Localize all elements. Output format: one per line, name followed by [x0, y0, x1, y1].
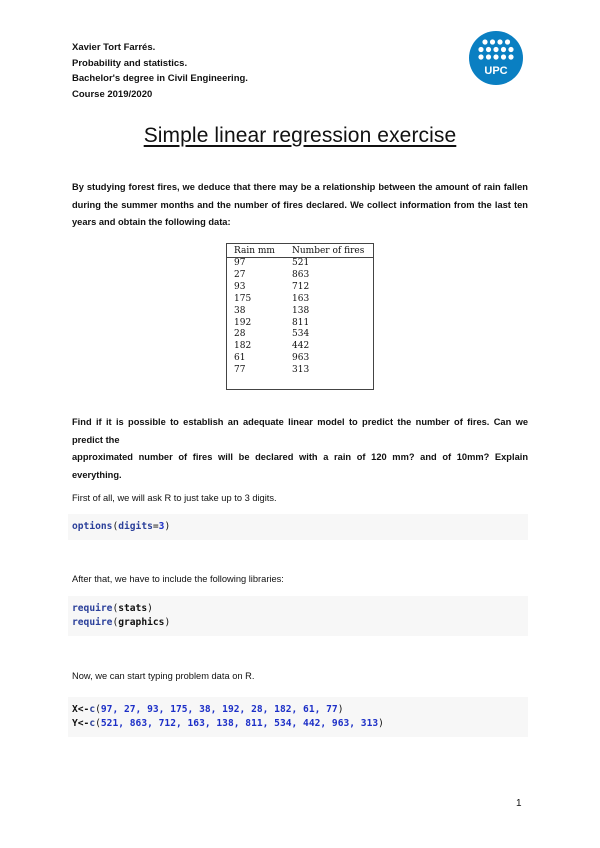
logo-text: UPC [484, 65, 508, 77]
code-eq: = [152, 521, 159, 532]
table-row [227, 282, 373, 294]
code-y-values: 521, 863, 712, 163, 138, 811, 534, 442, 963, 313 [100, 718, 379, 729]
intro-paragraph: By studying forest fires, we deduce that there may be a relationship between the amount of rain fallen during the summer months and the number of fires declared. We collect information from the last ten years and obtain the following data: [72, 182, 528, 227]
fires-cell: 811 [292, 317, 310, 328]
code-c-fn: c [89, 718, 96, 729]
course-line: Course 2019/2020 [72, 88, 153, 100]
question-line-1: Find if it is possible to establish an adequate linear model to predict the number of fires. Can we predict the [72, 417, 528, 445]
author-line: Xavier Tort Farrés. [72, 42, 156, 53]
fires-cell: 313 [292, 365, 310, 376]
data-table [226, 243, 374, 390]
upc-logo [468, 30, 524, 86]
code-c-fn: c [89, 704, 96, 715]
page-title: Simple linear regression exercise [143, 124, 457, 147]
rain-cell: 28 [234, 329, 246, 340]
code-fn: options [72, 521, 113, 532]
fires-cell: 442 [292, 341, 310, 352]
data-text: Now, we can start typing problem data on R. [72, 671, 255, 681]
libraries-text: After that, we have to include the following libraries: [72, 574, 284, 584]
rain-cell: 61 [234, 353, 246, 364]
table-row [227, 365, 373, 377]
rain-cell: 97 [234, 258, 246, 268]
code-arg: digits [118, 521, 153, 532]
code-block-libraries: require(stats) require(graphics) [68, 596, 528, 636]
code-arg: stats [118, 603, 148, 614]
fires-cell: 521 [292, 258, 310, 268]
code-x-values: 97, 27, 93, 175, 38, 192, 28, 182, 61, 77 [100, 704, 338, 715]
code-fn: require [72, 603, 113, 614]
fires-cell: 163 [292, 293, 310, 304]
table-row [227, 294, 373, 306]
question-line-2: approximated number of fires will be declared with a rain of 120 mm? and of 10mm? Explain everything. [72, 452, 528, 480]
code-val: 3 [158, 521, 165, 532]
header-rain: Rain mm [227, 244, 286, 258]
table-row [227, 353, 373, 365]
code-block-data: X<-c(97, 27, 93, 175, 38, 192, 28, 182, 61, 77) Y<-c(521, 863, 712, 163, 138, 811, 534, 442, 963, 313) [68, 697, 528, 737]
rain-cell: 93 [234, 281, 246, 292]
code-x-prefix: X<- [72, 704, 90, 715]
subject-line: Probability and statistics. [72, 57, 188, 69]
table-row [227, 341, 373, 353]
digits-text: First of all, we will ask R to just take up to 3 digits. [72, 493, 277, 503]
fires-cell: 863 [292, 269, 310, 280]
code-fn: require [72, 617, 113, 628]
degree-line: Bachelor's degree in Civil Engineering. [72, 73, 248, 84]
table-row [227, 318, 373, 330]
code-block-options: options(digits=3) [68, 514, 528, 540]
code-arg: graphics [118, 617, 165, 628]
rain-cell: 38 [234, 305, 246, 316]
fires-cell: 138 [292, 305, 310, 316]
rain-cell: 175 [234, 293, 252, 304]
table-row [227, 329, 373, 341]
fires-cell: 963 [292, 353, 310, 364]
rain-cell: 27 [234, 269, 246, 280]
question-paragraph [72, 414, 528, 484]
fires-cell: 534 [292, 329, 310, 340]
code-y-prefix: Y<- [72, 718, 90, 729]
rain-cell: 77 [234, 365, 246, 376]
table-row [227, 270, 373, 282]
document-header [72, 40, 248, 102]
rain-cell: 192 [234, 317, 252, 328]
fires-cell: 712 [292, 281, 310, 292]
table-row [227, 306, 373, 318]
page-number: 1 [516, 798, 522, 809]
table-row [227, 258, 373, 270]
header-fires: Number of fires [286, 244, 373, 258]
rain-cell: 182 [234, 341, 252, 352]
